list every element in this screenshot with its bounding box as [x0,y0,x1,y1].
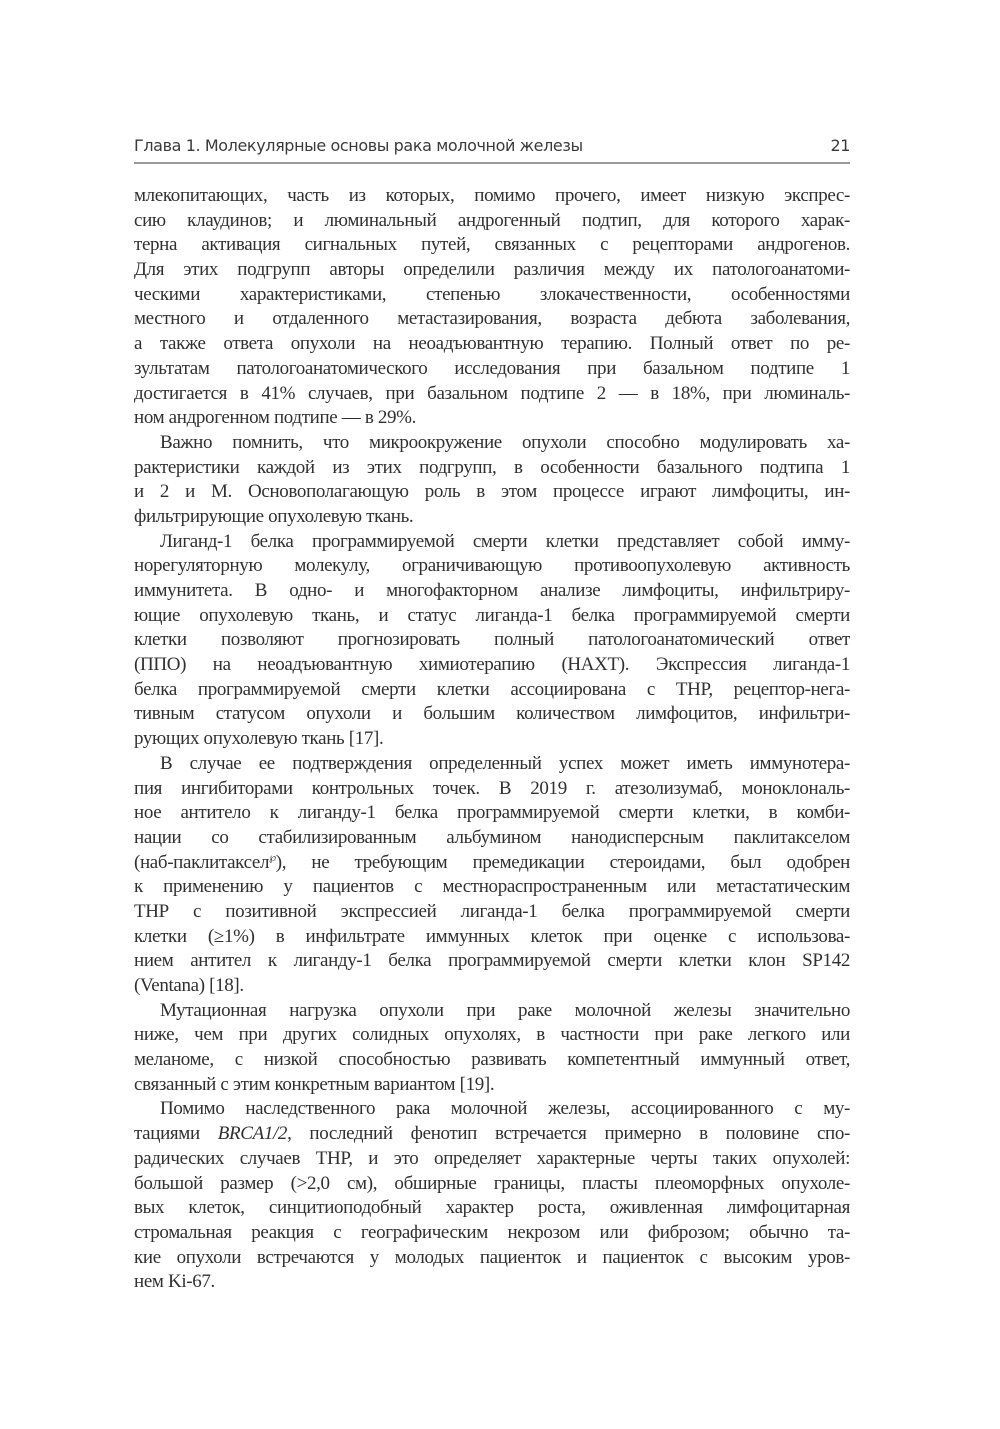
text-line: радических случаев ТНР, и это определяет характерные черты таких опухолей: [134,1147,850,1169]
text-line: нем Ki-67. [134,1271,215,1293]
text-line: Важно помнить, что микроокружение опухоли способно модулировать ха- [160,431,850,453]
text-line: связанный с этим конкретным вариантом [19]. [134,1073,495,1095]
text-line: местного и отдаленного метастазирования, возраста дебюта заболевания, [134,308,850,330]
text-line: сию клаудинов; и люминальный андрогенный подтип, для которого харак- [134,209,850,231]
text-line: ческими характеристиками, степенью злокачественности, особенностями [134,283,850,305]
body-text [134,184,850,1295]
text-segment: , последний фенотип встречается примерно в половине спо- [287,1123,851,1145]
text-line: терна активация сигнальных путей, связанных с рецепторами андрогенов. [134,234,850,256]
text-line: кие опухоли встречаются у молодых пациенток и пациенток с высоким уров- [134,1246,850,1268]
text-line: (ППО) на неоадъювантную химиотерапию (НАХТ). Экспрессия лиганда-1 [134,654,850,676]
text-line: фильтрирующие опухолевую ткань. [134,505,414,527]
text-line: большой размер (>2,0 см), обширные границы, пласты плеоморфных опухоле- [134,1172,850,1194]
text-line: ниже, чем при других солидных опухолях, в частности при раке легкого или [134,1024,850,1046]
text-line [134,1122,850,1147]
text-line: а также ответа опухоли на неоадъювантную терапию. Полный ответ по ре- [134,333,850,355]
text-line: Лиганд-1 белка программируемой смерти клетки представляет собой имму- [160,530,850,552]
text-line [134,851,850,876]
text-line: клетки (≥1%) в инфильтрате иммунных клеток при оценке с использова- [134,925,850,947]
text-line: иммунитета. В одно- и многофакторном анализе лимфоциты, инфильтриру- [134,580,850,601]
text-line: зультатам патологоанатомического исследования при базальном подтипе 1 [134,357,850,379]
text-line: пия ингибиторами контрольных точек. В 2019 г. атезолизумаб, моноклональ- [134,777,850,799]
text-line: (Ventana) [18]. [134,975,244,996]
text-segment: тациями [134,1123,218,1145]
text-line: тивным статусом опухоли и большим количеством лимфоцитов, инфильтри- [134,703,850,725]
text-line: В случае ее подтверждения определенный успех может иметь иммунотера- [160,752,850,774]
text-segment: (наб-паклитаксел [134,851,270,873]
text-line: стромальная реакция с географическим некрозом или фиброзом; обычно та- [134,1221,850,1243]
paragraph [134,752,850,999]
text-line: млекопитающих, часть из которых, помимо прочего, имеет низкую экспрес- [134,185,850,206]
trademark-superscript: ℘ [269,852,276,864]
text-line: меланоме, с низкой способностью развивать компетентный иммунный ответ, [134,1049,850,1071]
paragraph [134,431,850,530]
text-line: достигается в 41% случаев, при базальном подтипе 2 — в 18%, при люминаль- [134,382,850,404]
text-line: ТНР с позитивной экспрессией лиганда-1 белка программируемой смерти [134,900,850,922]
paragraph [134,530,850,752]
text-line: рактеристики каждой из этих подгрупп, в особенности базального подтипа 1 [134,456,850,478]
paragraph [134,184,850,431]
paragraph [134,1097,850,1295]
text-line: рующих опухолевую ткань [17]. [134,728,384,750]
header-divider [134,162,850,164]
text-line: Для этих подгрупп авторы определили различия между их патологоанатоми- [134,259,850,281]
text-line: норегуляторную молекулу, ограничивающую противоопухолевую активность [134,555,850,577]
text-line: Помимо наследственного рака молочной железы, ассоциированного с му- [160,1098,850,1120]
page-number: 21 [830,136,850,155]
text-line: нации со стабилизированным альбумином нанодисперсным паклитакселом [134,826,850,848]
paragraph [134,999,850,1098]
running-header [134,132,850,160]
text-line: и 2 и М. Основополагающую роль в этом процессе играют лимфоциты, ин- [134,481,850,503]
chapter-title: Глава 1. Молекулярные основы рака молочной железы [134,136,583,155]
text-line: вых клеток, синцитиоподобный характер роста, оживленная лимфоцитарная [134,1197,850,1219]
text-line: ное антитело к лиганду-1 белка программируемой смерти клетки, в комби- [134,802,850,824]
text-line: Мутационная нагрузка опухоли при раке молочной железы значительно [160,999,850,1021]
text-line: ном андрогенном подтипе — в 29%. [134,407,417,429]
text-line: нием антител к лиганду-1 белка программируемой смерти клетки клон SP142 [134,950,850,972]
text-line: клетки позволяют прогнозировать полный патологоанатомический ответ [134,629,850,651]
text-line: белка программируемой смерти клетки ассоциирована с ТНР, рецептор-нега- [134,678,850,700]
text-line: к применению у пациентов с местнораспространенным или метастатическим [134,876,850,898]
text-line: ющие опухолевую ткань, и статус лиганда-1 белка программируемой смерти [134,604,850,626]
text-segment: ), не требующим премедикации стероидами, был одобрен [275,851,850,873]
italic-gene-name: BRCA1/2 [217,1123,288,1145]
